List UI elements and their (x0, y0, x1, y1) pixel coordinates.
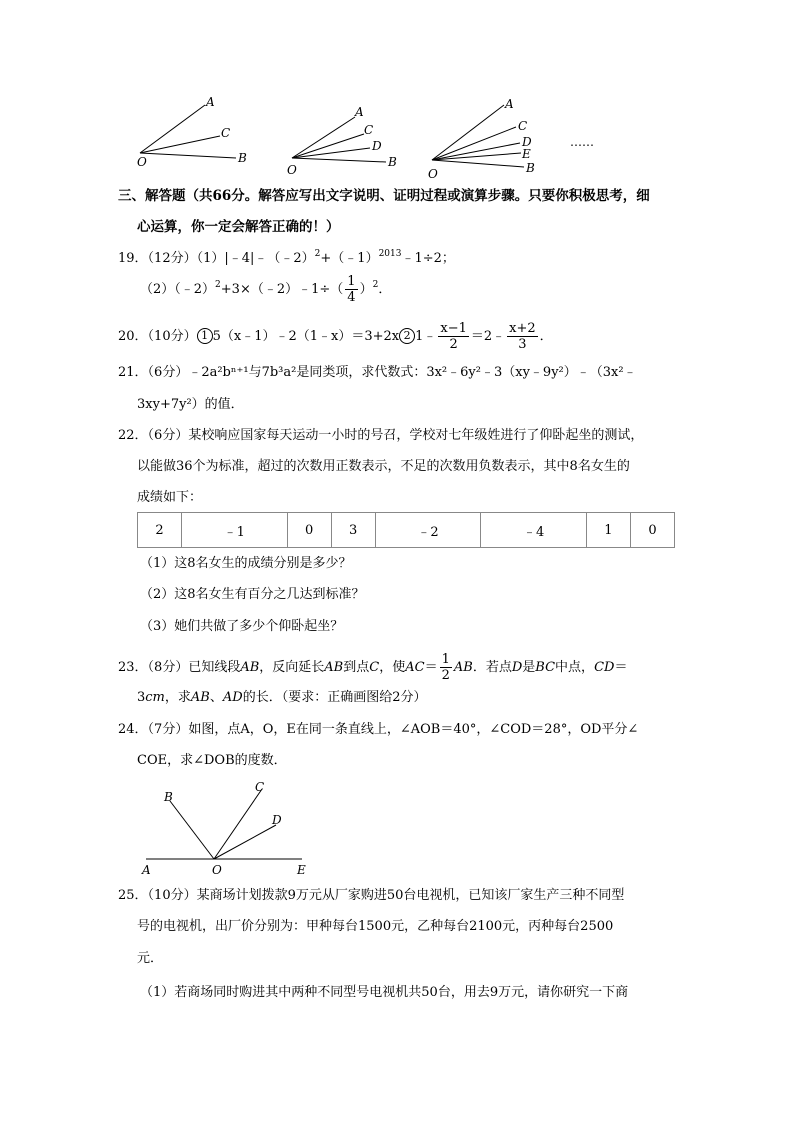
fig1-label-O: O (137, 155, 147, 169)
q22-sub3: （3）她们共做了多少个仰卧起坐？ (140, 619, 344, 634)
q24-label-C: C (255, 780, 265, 794)
fraction-x-minus-1-over-2: $\frac{x-1}{2}$ (440, 321, 467, 352)
circled-number-1: 1 (197, 328, 213, 344)
circled-number-2: 2 (399, 328, 415, 344)
fig2-label-O: O (287, 163, 297, 177)
fig1-label-C: C (221, 126, 231, 140)
angle-figures-top (0, 90, 794, 185)
score-cell: 0 (287, 513, 331, 548)
q24-line1: 24．（7分）如图，点A，O，E在同一条直线上，∠AOB＝40°，∠COD＝28°，OD平分∠ (118, 722, 639, 737)
q22-sub2: （2）这8名女生有百分之几达到标准？ (140, 587, 365, 602)
fig2-label-C: C (364, 123, 374, 137)
ellipsis: …… (570, 135, 594, 149)
score-cell: 2 (138, 513, 182, 548)
fig2-label-D: D (372, 139, 382, 153)
q22-sub1: （1）这8名女生的成绩分别是多少？ (140, 556, 352, 571)
q25-line3: 元． (137, 951, 164, 966)
score-cell: 3 (331, 513, 375, 548)
q19-line1: 19．（12分）（1）|﹣4|﹣（﹣2）$^2$+（﹣1）$^{2013}$﹣1÷2； (118, 249, 455, 266)
fig3-label-D: D (522, 135, 532, 149)
q24-label-O: O (212, 863, 222, 877)
q22-line1: 22．（6分）某校响应国家每天运动一小时的号召，学校对七年级姓进行了仰卧起坐的测试， (118, 428, 644, 443)
q22-line2: 以能做36个为标准，超过的次数用正数表示，不足的次数用负数表示，其中8名女生的 (137, 459, 630, 474)
fig1-label-A: A (206, 95, 215, 109)
q21-line1: 21．（6分）﹣2a²bⁿ⁺¹与7b³a²是同类项，求代数式：3x²﹣6y²﹣3（xy﹣9y²）﹣（3x²﹣ (118, 365, 637, 380)
q19-line2: （2）（﹣2）$^2$+3×（﹣2）﹣1÷（ $\frac{1}{4}$ ）$^2$． (140, 274, 392, 305)
fig3-label-B: B (526, 161, 535, 175)
fig2-label-B: B (388, 155, 397, 169)
fig3-label-E: E (522, 147, 531, 161)
q24-label-B: B (164, 790, 173, 804)
q25-line1: 25．（10分）某商场计划拨款9万元从厂家购进50台电视机，已知该厂家生产三种不同型 (118, 888, 625, 903)
q21-line2: 3xy+7y²）的值． (137, 397, 244, 412)
score-cell: 1 (586, 513, 630, 548)
fraction-x-plus-2-over-3: $\frac{x+2}{3}$ (509, 321, 536, 352)
fig3-label-A: A (505, 97, 514, 111)
section3-line2: 心运算，你一定会解答正确的！） (137, 219, 340, 235)
q23-line1: 23．（8分）已知线段AB，反向延长AB到点C，使AC＝ $\frac{1}{2}$ AB．若点D是BC中点，CD＝ (118, 652, 628, 683)
q24-line2: COE，求∠DOB的度数． (137, 753, 287, 768)
q25-line2: 号的电视机，出厂价分别为：甲种每台1500元，乙种每台2100元，丙种每台2500 (137, 919, 614, 934)
score-cell: 0 (630, 513, 674, 548)
fraction-one-quarter: $\frac{1}{4}$ (347, 274, 356, 305)
fig3-label-C: C (518, 119, 528, 133)
fig3-label-O: O (428, 167, 438, 181)
score-cell: ﹣2 (375, 513, 481, 548)
q22-line3: 成绩如下： (137, 490, 203, 505)
scores-table (137, 512, 675, 548)
q24-label-A: A (142, 863, 151, 877)
q25-line4: （1）若商场同时购进其中两种不同型号电视机共50台，用去9万元，请你研究一下商 (140, 985, 629, 1000)
q24-angle-figure (130, 775, 330, 880)
q24-label-D: D (272, 813, 282, 827)
score-cell: ﹣1 (182, 513, 288, 548)
q23-line2: 3cm，求AB、AD的长．（要求：正确画图给2分） (137, 690, 427, 705)
section3-line1: 三、解答题（共66分。解答应写出文字说明、证明过程或演算步骤。只要你积极思考，细 (118, 188, 650, 204)
q20-line: 20．（10分） 1 5（x﹣1）﹣2（1﹣x）＝3+2x 2 1﹣ $\frac{x-1}{2}$ ＝2﹣ $\frac{x+2}{3}$ ． (118, 321, 553, 352)
fraction-one-half: $\frac{1}{2}$ (441, 652, 450, 683)
fig1-label-B: B (238, 151, 247, 165)
score-cell: ﹣4 (481, 513, 587, 548)
q24-label-E: E (297, 863, 306, 877)
angle-figure-3 (432, 105, 524, 167)
fig2-label-A: A (355, 105, 364, 119)
table-row (138, 513, 675, 548)
